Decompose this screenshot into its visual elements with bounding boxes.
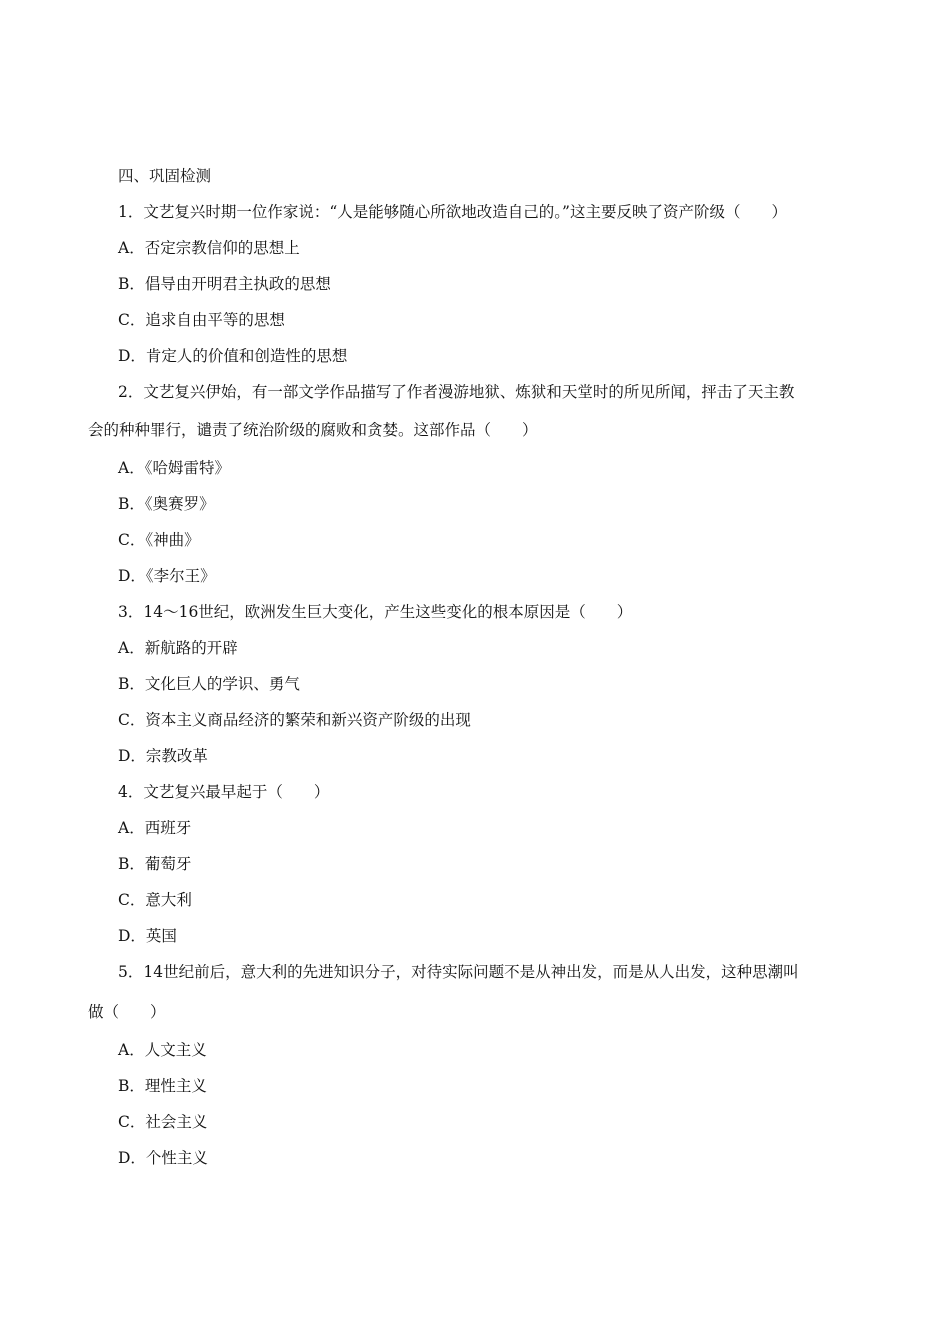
question-3-option-b: B．文化巨人的学识、勇气 xyxy=(118,675,300,693)
question-5-option-b: B．理性主义 xyxy=(118,1077,207,1095)
section-title: 四、巩固检测 xyxy=(118,167,212,185)
question-4-stem: 4．文艺复兴最早起于（ ） xyxy=(118,783,330,801)
question-4-option-b: B．葡萄牙 xyxy=(118,855,192,873)
question-2-stem-continued: 会的种种罪行，谴责了统治阶级的腐败和贪婪。这部作品（ ） xyxy=(88,421,538,439)
question-2-option-d: D．《李尔王》 xyxy=(118,567,216,585)
question-5-stem: 5．14世纪前后，意大利的先进知识分子，对待实际问题不是从神出发，而是从人出发，这种思潮叫 xyxy=(118,963,799,981)
question-2-option-b: B．《奥赛罗》 xyxy=(118,495,215,513)
question-1-option-b: B．倡导由开明君主执政的思想 xyxy=(118,275,331,293)
question-1-option-c: C．追求自由平等的思想 xyxy=(118,311,285,329)
question-5-option-d: D．个性主义 xyxy=(118,1149,208,1167)
question-1-option-a: A．否定宗教信仰的思想上 xyxy=(118,239,300,257)
question-1-option-d: D．肯定人的价值和创造性的思想 xyxy=(118,347,348,365)
question-3-option-c: C．资本主义商品经济的繁荣和新兴资产阶级的出现 xyxy=(118,711,471,729)
question-3-option-a: A．新航路的开辟 xyxy=(118,639,238,657)
question-4-option-c: C．意大利 xyxy=(118,891,192,909)
question-5-option-a: A．人文主义 xyxy=(118,1041,207,1059)
question-4-option-a: A．西班牙 xyxy=(118,819,192,837)
question-1-stem: 1．文艺复兴时期一位作家说：“人是能够随心所欲地改造自己的。”这主要反映了资产阶级（ ） xyxy=(118,203,787,221)
question-2-stem: 2．文艺复兴伊始，有一部文学作品描写了作者漫游地狱、炼狱和天堂时的所见所闻，抨击了天主教 xyxy=(118,383,795,401)
question-2-option-c: C．《神曲》 xyxy=(118,531,200,549)
question-4-option-d: D．英国 xyxy=(118,927,177,945)
question-2-option-a: A．《哈姆雷特》 xyxy=(118,459,230,477)
question-3-option-d: D．宗教改革 xyxy=(118,747,208,765)
question-3-stem: 3．14～16世纪，欧洲发生巨大变化，产生这些变化的根本原因是（ ） xyxy=(118,603,633,621)
question-5-option-c: C．社会主义 xyxy=(118,1113,208,1131)
question-5-stem-continued: 做（ ） xyxy=(88,1003,166,1021)
